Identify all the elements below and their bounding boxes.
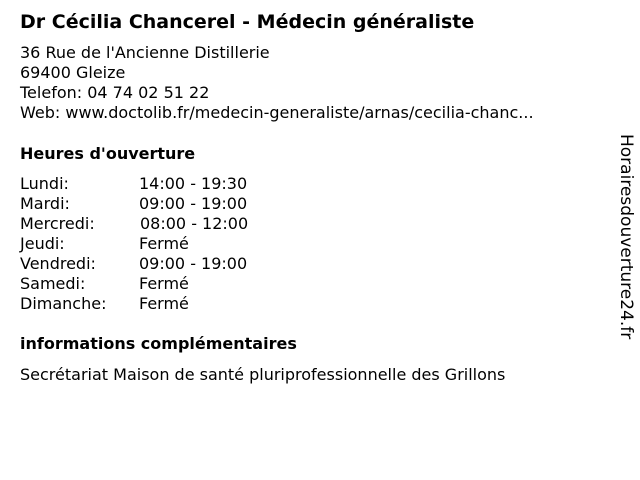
address-city: 69400 Gleize	[20, 63, 126, 82]
time-value: Fermé	[139, 274, 189, 293]
time-value: Fermé	[139, 234, 189, 253]
additional-info-heading: informations complémentaires	[20, 334, 297, 353]
contact-block	[20, 43, 534, 123]
site-watermark	[610, 134, 638, 346]
day-label: Jeudi:	[20, 234, 65, 253]
day-label: Mercredi:	[20, 214, 95, 233]
page-title: Dr Cécilia Chancerel - Médecin généraliste	[20, 11, 475, 33]
website-link[interactable]: Web: www.doctolib.fr/medecin-generaliste/arnas/cecilia-chanc...	[20, 103, 534, 122]
day-label: Lundi:	[20, 174, 69, 193]
day-label: Vendredi:	[20, 254, 96, 273]
watermark-text: Horairesdouverture24.fr	[616, 134, 636, 340]
time-value: 14:00 - 19:30	[139, 174, 248, 193]
day-label: Dimanche:	[20, 294, 107, 313]
time-value: 09:00 - 19:00	[139, 254, 248, 273]
additional-info-text: Secrétariat Maison de santé pluriprofessionnelle des Grillons	[20, 365, 506, 384]
phone-number: Telefon: 04 74 02 51 22	[20, 83, 210, 102]
time-value: 09:00 - 19:00	[139, 194, 248, 213]
time-value: 08:00 - 12:00	[140, 214, 249, 233]
day-label: Mardi:	[20, 194, 70, 213]
opening-hours-heading: Heures d'ouverture	[20, 144, 196, 163]
day-label: Samedi:	[20, 274, 86, 293]
time-value: Fermé	[139, 294, 189, 313]
address-street: 36 Rue de l'Ancienne Distillerie	[20, 43, 270, 62]
